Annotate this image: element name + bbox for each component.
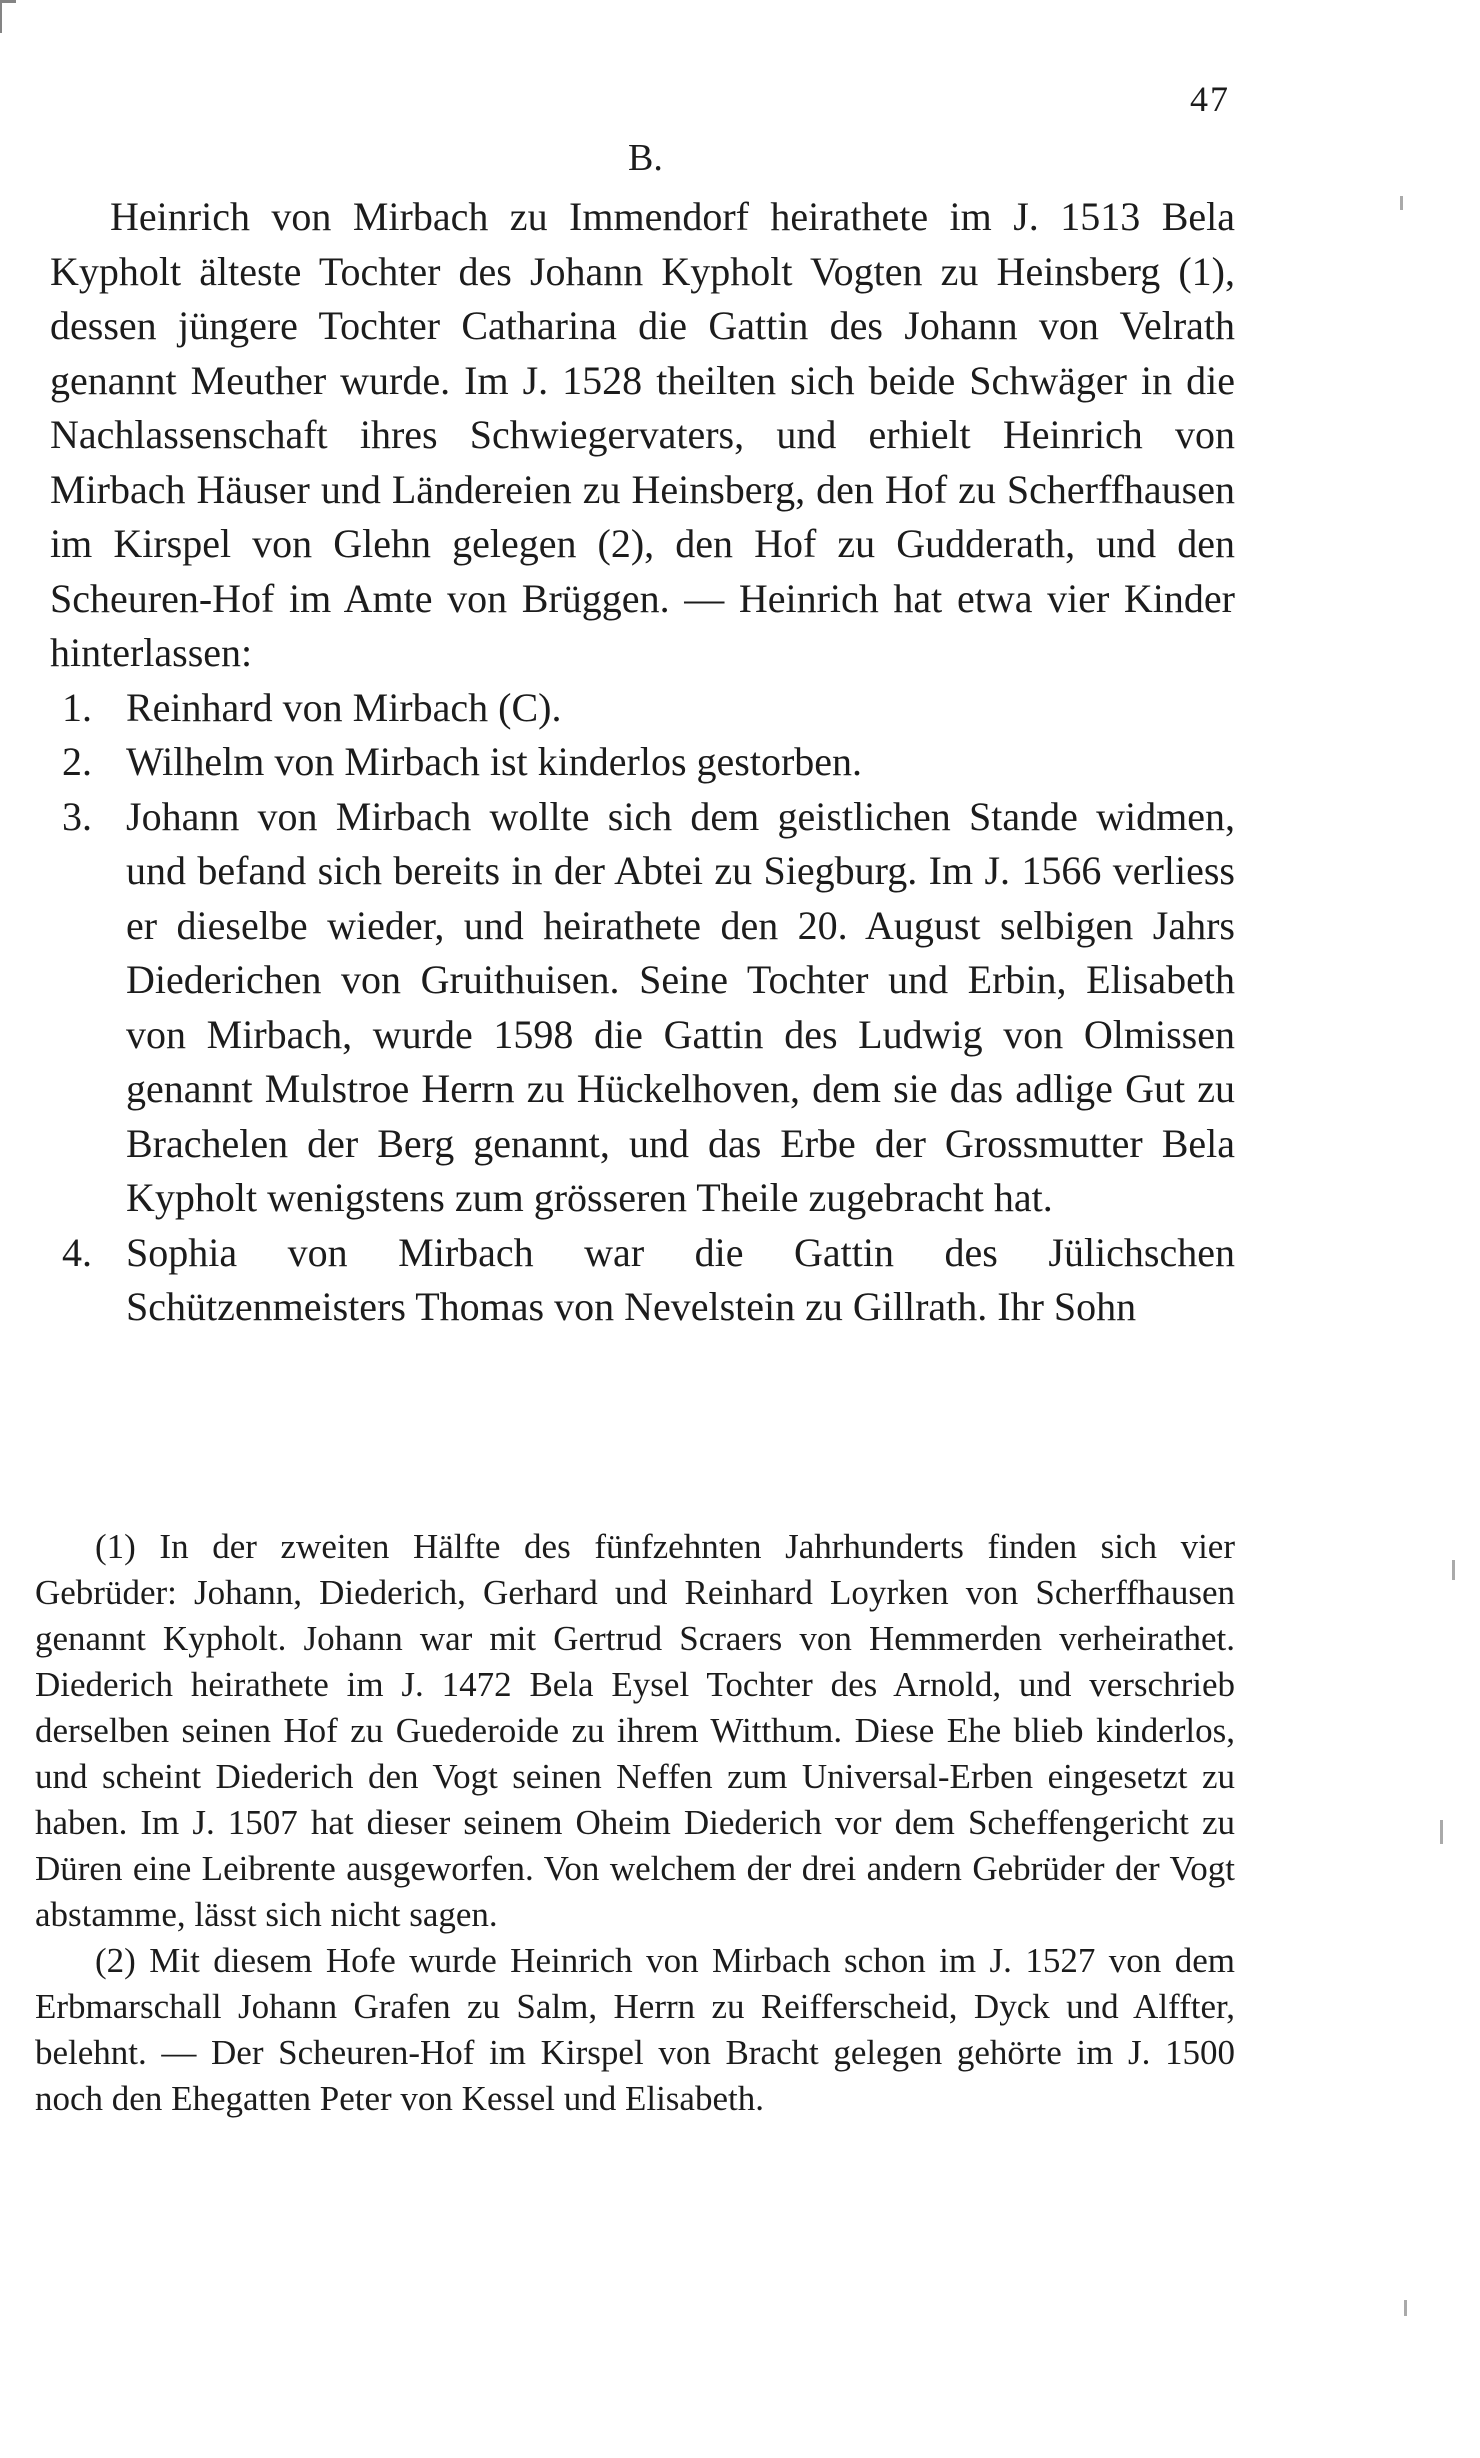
- list-item-text: Wilhelm von Mirbach ist kinderlos gestorben.: [126, 739, 863, 784]
- page-number: 47: [1190, 79, 1230, 119]
- list-item-number: 3.: [62, 793, 92, 839]
- list-item: [50, 735, 1235, 790]
- margin-speck: [1440, 1820, 1443, 1844]
- intro-paragraph: Heinrich von Mirbach zu Immendorf heirathete im J. 1513 Bela Kypholt älteste Tochter des Johann Kypholt Vogten zu Heinsberg (1), dessen jüngere Tochter Catharina die Gattin des Johann von Velrath genannt Meuther wurde. Im J. 1528 theilten sich beide Schwäger in die Nachlassenschaft ihres Schwiegervaters, und erhielt Heinrich von Mirbach Häuser und Ländereien zu Heinsberg, den Hof zu Scherffhausen im Kirspel von Glehn gelegen (2), den Hof zu Gudderath, und den Scheuren-Hof im Amte von Brüggen. — Heinrich hat etwa vier Kinder hinterlassen:: [50, 194, 1235, 675]
- main-text: [50, 190, 1235, 1335]
- footnote-1: (1) In der zweiten Hälfte des fünfzehnten Jahrhunderts finden sich vier Gebrüder: Johann, Diederich, Gerhard und Reinhard Loyrken von Scherffhausen genannt Kypholt. Johann war mit Gertrud Scraers von Hemmerden verheirathet. Diederich heirathete im J. 1472 Bela Eysel Tochter des Arnold, und verschrieb derselben seinen Hof zu Guederoide zu ihrem Witthum. Diese Ehe blieb kinderlos, und scheint Diederich den Vogt seinen Neffen zum Universal-Erben eingesetzt zu haben. Im J. 1507 hat dieser seinem Oheim Diederich vor dem Scheffengericht zu Düren eine Leibrente ausgeworfen. Von welchem der drei andern Gebrüder der Vogt abstamme, lässt sich nicht sagen.: [35, 1527, 1235, 1934]
- margin-speck: [1404, 2300, 1407, 2316]
- children-list: [50, 681, 1235, 1335]
- list-item-number: 2.: [62, 739, 92, 784]
- footnotes: [35, 1524, 1235, 2122]
- list-item: [50, 1226, 1235, 1335]
- list-item-number: 1.: [62, 684, 92, 730]
- list-item: [50, 790, 1235, 1226]
- corner-mark: [0, 0, 16, 33]
- list-item: [50, 681, 1235, 736]
- footnote-2: (2) Mit diesem Hofe wurde Heinrich von Mirbach schon im J. 1527 von dem Erbmarschall Johann Grafen zu Salm, Herrn zu Reifferscheid, Dyck und Alffter, belehnt. — Der Scheuren-Hof im Kirspel von Bracht gelegen gehörte im J. 1500 noch den Ehegatten Peter von Kessel und Elisabeth.: [35, 1941, 1235, 2118]
- list-item-number: 4.: [62, 1229, 92, 1275]
- section-heading: B.: [628, 137, 663, 179]
- list-item-text: Sophia von Mirbach war die Gattin des Jülichschen Schützenmeisters Thomas von Nevelstein zu Gillrath. Ihr Sohn: [126, 1229, 1235, 1329]
- list-item-text: Reinhard von Mirbach (C).: [126, 684, 562, 730]
- margin-speck: [1452, 1560, 1455, 1580]
- list-item-text: Johann von Mirbach wollte sich dem geistlichen Stande widmen, und befand sich bereits in der Abtei zu Siegburg. Im J. 1566 verliess er dieselbe wieder, und heirathete den 20. August selbigen Jahrs Diederichen von Gruithuisen. Seine Tochter und Erbin, Elisabeth von Mirbach, wurde 1598 die Gattin des Ludwig von Olmissen genannt Mulstroe Herrn zu Hückelhoven, dem sie das adlige Gut zu Brachelen der Berg genannt, und das Erbe der Grossmutter Bela Kypholt wenigstens zum grösseren Theile zugebracht hat.: [126, 793, 1235, 1220]
- margin-speck: [1400, 196, 1403, 210]
